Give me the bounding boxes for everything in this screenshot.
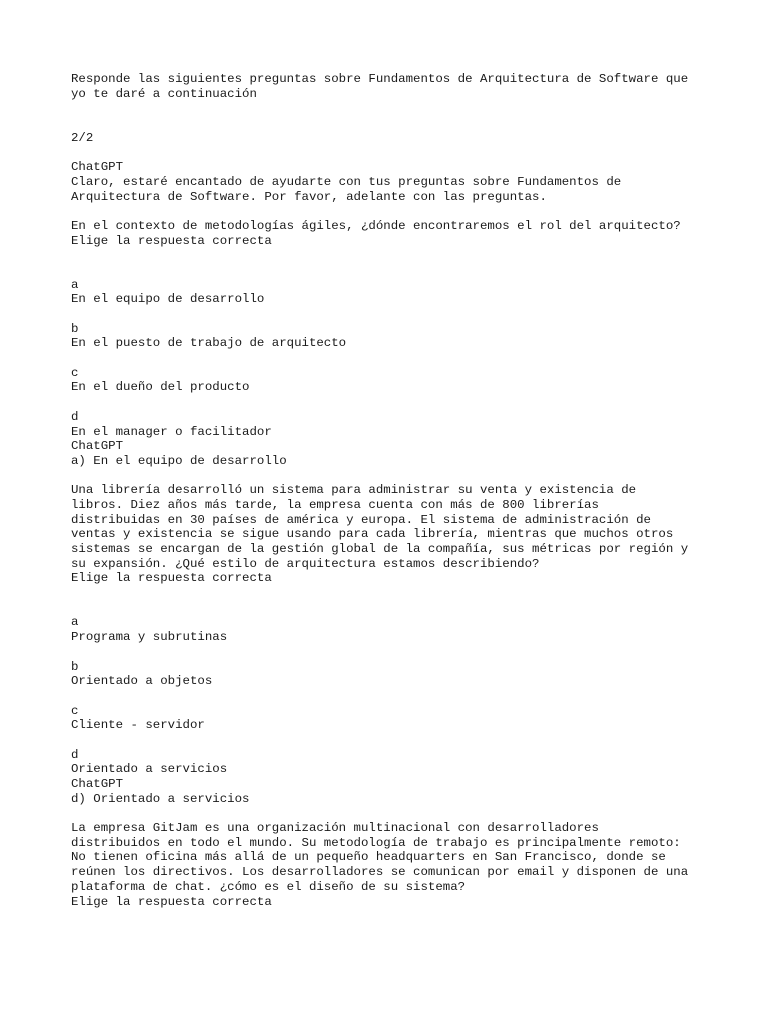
text-line: Una librería desarrolló un sistema para administrar su venta y existencia de <box>71 483 637 498</box>
text-line: Elige la respuesta correcta <box>71 894 272 909</box>
text-line: Orientado a objetos <box>71 674 213 689</box>
text-line: libros. Diez años más tarde, la empresa cuenta con más de 800 librerías <box>71 497 599 512</box>
text-line: su expansión. ¿Qué estilo de arquitectura estamos describiendo? <box>71 556 540 571</box>
text-line: Claro, estaré encantado de ayudarte con tus preguntas sobre Fundamentos de <box>71 174 622 189</box>
text-line: Arquitectura de Software. Por favor, adelante con las preguntas. <box>71 189 547 204</box>
text-line: d <box>71 747 79 762</box>
blank-line <box>71 733 711 748</box>
text-line: Elige la respuesta correcta <box>71 233 272 248</box>
text-line: En el manager o facilitador <box>71 424 272 439</box>
text-line: En el contexto de metodologías ágiles, ¿dónde encontraremos el rol del arquitecto? <box>71 218 681 233</box>
text-line: sistemas se encargan de la gestión global de la compañía, sus métricas por región y <box>71 542 689 556</box>
text-line: d) Orientado a servicios <box>71 791 250 806</box>
text-line: La empresa GitJam es una organización multinacional con desarrolladores <box>71 821 599 836</box>
blank-line <box>71 248 711 263</box>
text-line: Programa y subrutinas <box>71 630 228 645</box>
blank-line <box>71 601 711 616</box>
text-line: distribuidos en todo el mundo. Su metodología de trabajo es principalmente remoto: <box>71 835 681 850</box>
text-line: Elige la respuesta correcta <box>71 571 272 586</box>
blank-line <box>71 204 711 219</box>
text-line: c <box>71 703 79 718</box>
text-line: Cliente - servidor <box>71 718 205 733</box>
text-line: En el dueño del producto <box>71 380 250 395</box>
text-line: plataforma de chat. ¿cómo es el diseño de su sistema? <box>71 879 466 894</box>
blank-line <box>71 101 711 116</box>
blank-line <box>71 351 711 366</box>
document-page <box>71 72 711 909</box>
text-line: En el puesto de trabajo de arquitecto <box>71 336 347 351</box>
text-line: Responde las siguientes preguntas sobre Fundamentos de Arquitectura de Software que <box>71 72 689 86</box>
text-line: a) En el equipo de desarrollo <box>71 453 287 468</box>
text-line: ChatGPT <box>71 777 124 791</box>
text-line: ChatGPT <box>71 439 124 454</box>
text-line: distribuidas en 30 países de américa y europa. El sistema de administración de <box>71 512 651 527</box>
text-line: En el equipo de desarrollo <box>71 292 265 307</box>
blank-line <box>71 145 711 160</box>
text-line: c <box>71 365 79 380</box>
text-line: yo te daré a continuación <box>71 86 257 101</box>
text-line: Orientado a servicios <box>71 762 228 777</box>
text-line: reúnen los directivos. Los desarrolladores se comunican por email y disponen de una <box>71 865 689 880</box>
text-line: b <box>71 321 79 336</box>
text-line: d <box>71 409 79 424</box>
blank-line <box>71 263 711 278</box>
blank-line <box>71 689 711 704</box>
blank-line <box>71 645 711 660</box>
text-line: a <box>71 615 79 630</box>
blank-line <box>71 586 711 601</box>
blank-line <box>71 307 711 322</box>
text-line: No tienen oficina más allá de un pequeño headquarters en San Francisco, donde se <box>71 850 666 865</box>
blank-line <box>71 116 711 131</box>
text-line: a <box>71 277 79 292</box>
text-line: ChatGPT <box>71 160 124 175</box>
blank-line <box>71 395 711 410</box>
text-line: b <box>71 659 79 674</box>
text-line: ventas y existencia se sigue usando para cada librería, mientras que muchos otros <box>71 527 674 542</box>
blank-line <box>71 469 711 484</box>
text-line: 2/2 <box>71 130 94 145</box>
blank-line <box>71 806 711 821</box>
